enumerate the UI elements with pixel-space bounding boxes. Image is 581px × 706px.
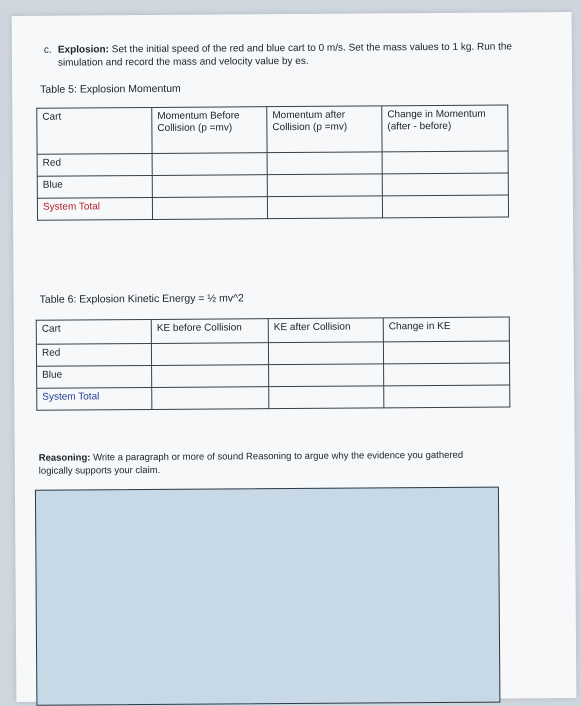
table6-header-cart: Cart [36, 319, 151, 344]
instruction-letter: c. [43, 44, 52, 56]
table6-cell[interactable] [384, 385, 510, 408]
table6-cell[interactable] [152, 365, 269, 388]
table6-header-row [36, 317, 509, 344]
table5-header-row [37, 105, 508, 154]
table5-cell[interactable] [267, 152, 382, 175]
table5-cell[interactable] [152, 197, 267, 220]
table-row [37, 173, 508, 198]
instruction-paragraph [43, 40, 528, 69]
table5-cell[interactable] [152, 175, 267, 198]
table5-row-total-label: System Total [37, 197, 152, 220]
table6-row-total-label: System Total [37, 387, 152, 410]
table6-caption: Table 6: Explosion Kinetic Energy = ½ mv^2 [39, 292, 244, 306]
table5-caption: Table 5: Explosion Momentum [40, 82, 181, 96]
table-row [37, 385, 510, 410]
table5-cell[interactable] [382, 151, 508, 174]
table-row [37, 151, 508, 176]
table6-kinetic-energy [36, 316, 511, 410]
reasoning-answer-box[interactable] [35, 487, 500, 706]
table6-cell[interactable] [269, 364, 384, 387]
reasoning-label: Reasoning: [38, 452, 91, 464]
table6-row-blue-label: Blue [37, 365, 152, 388]
table5-cell[interactable] [267, 196, 382, 219]
worksheet-page [12, 12, 577, 702]
table6-header-change-ke: Change in KE [383, 317, 509, 342]
table6-cell[interactable] [383, 341, 509, 364]
table6-cell[interactable] [268, 342, 383, 365]
instruction-text: Set the initial speed of the red and blue cart to 0 m/s. Set the mass values to 1 kg. Run the simulation and record the mass and velocity value by es. [57, 41, 513, 69]
table5-header-change: Change in Momentum (after - before) [382, 105, 508, 152]
table5-header-cart: Cart [37, 107, 152, 154]
table6-cell[interactable] [152, 387, 269, 410]
table6-header-ke-after: KE after Collision [268, 318, 383, 343]
table5-header-before: Momentum Before Collision (p =mv) [152, 107, 267, 154]
table-row [37, 195, 508, 220]
table5-cell[interactable] [382, 173, 508, 196]
table6-cell[interactable] [384, 363, 510, 386]
table5-header-after: Momentum after Collision (p =mv) [267, 106, 382, 153]
table5-cell[interactable] [267, 174, 382, 197]
instruction-title: Explosion: [57, 44, 110, 56]
table5-row-blue-label: Blue [37, 175, 152, 198]
table6-row-red-label: Red [36, 343, 151, 366]
table5-cell[interactable] [382, 195, 508, 218]
table6-header-ke-before: KE before Collision [151, 319, 268, 344]
table5-cell[interactable] [152, 153, 267, 176]
table5-row-red-label: Red [37, 153, 152, 176]
reasoning-text: Write a paragraph or more of sound Reasoning to argue why the evidence you gathered logically supports your claim. [38, 449, 464, 477]
reasoning-prompt [39, 449, 495, 478]
table5-momentum [36, 104, 509, 220]
table6-cell[interactable] [151, 343, 268, 366]
table6-cell[interactable] [269, 386, 384, 409]
